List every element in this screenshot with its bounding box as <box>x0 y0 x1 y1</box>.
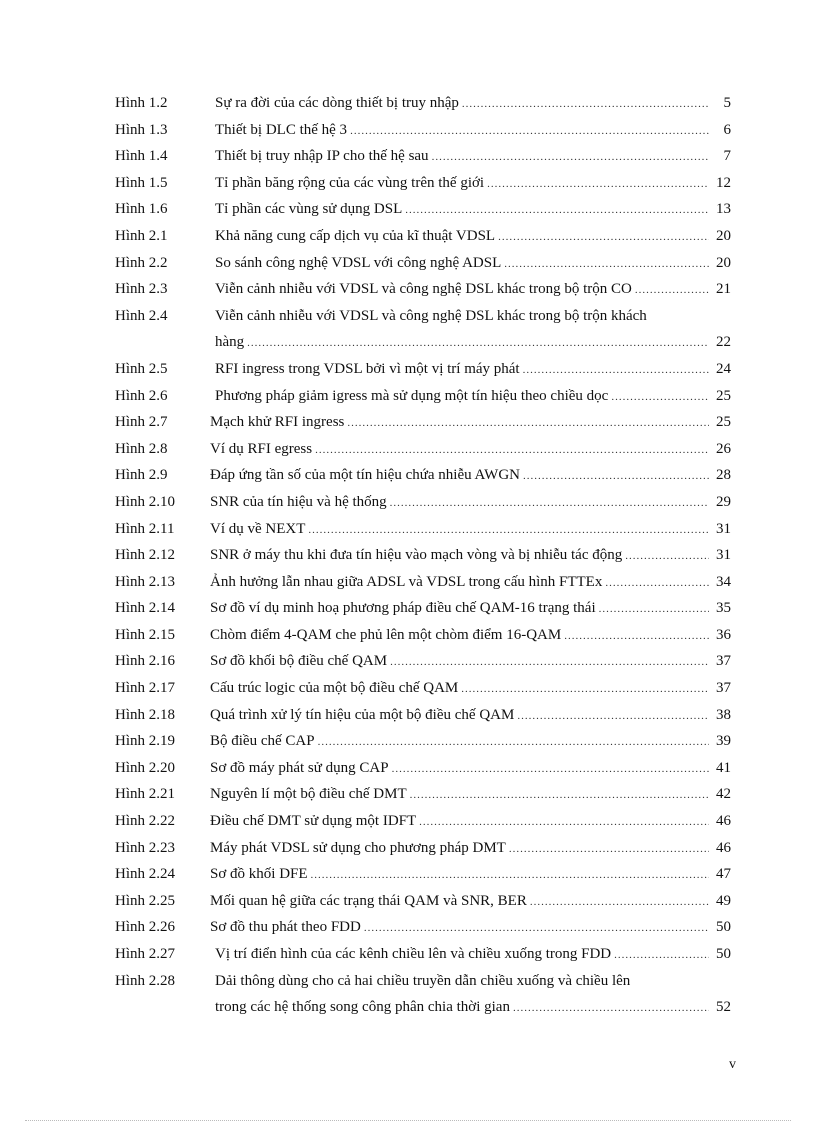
figure-label: Hình 2.24 <box>115 866 175 883</box>
figure-label: Hình 1.2 <box>115 95 168 111</box>
dot-leader <box>416 809 709 836</box>
page-number: 20 <box>716 254 731 271</box>
list-of-figures <box>0 90 816 1021</box>
figure-title: Điều chế DMT sử dụng một IDFT <box>210 813 417 830</box>
page-number: 34 <box>716 573 731 590</box>
toc-entry <box>0 409 816 436</box>
dot-leader <box>510 995 709 1022</box>
dot-leader <box>305 517 709 544</box>
page-number: 46 <box>716 839 731 856</box>
page-number: 36 <box>716 626 731 643</box>
figure-label: Hình 2.10 <box>115 493 175 510</box>
page-number: 20 <box>716 227 731 244</box>
figure-title: Thiết bị truy nhập IP cho thế hệ sau <box>215 148 429 165</box>
page-number: 50 <box>716 946 731 962</box>
figure-label: Hình 1.5 <box>115 174 168 191</box>
figure-title: Sơ đồ khối bộ điều chế QAM <box>210 653 388 670</box>
page-number: 13 <box>716 201 731 218</box>
dot-leader <box>407 782 709 809</box>
figure-label: Hình 2.13 <box>115 573 175 590</box>
dot-leader <box>506 836 709 863</box>
page-number: 31 <box>716 520 731 537</box>
dot-leader <box>347 118 709 145</box>
toc-entry <box>0 781 816 808</box>
figure-label: Hình 2.27 <box>115 946 175 962</box>
figure-label: Hình 2.1 <box>115 227 168 244</box>
figure-title: Đáp ứng tần số của một tín hiệu chứa nhiễu AWGN <box>210 467 520 484</box>
toc-entry <box>0 516 816 543</box>
figure-label: Hình 2.14 <box>115 600 175 617</box>
figure-title: RFI ingress trong VDSL bởi vì một vị trí máy phát <box>215 360 520 377</box>
page-number: 35 <box>716 600 731 617</box>
dot-leader <box>514 703 709 730</box>
page-number: 25 <box>716 414 731 431</box>
figure-label: Hình 2.20 <box>115 759 175 776</box>
page-number: 49 <box>716 892 731 909</box>
page-number: 39 <box>716 733 731 750</box>
page-number: 26 <box>716 440 731 457</box>
toc-entry <box>0 462 816 489</box>
figure-label: Hình 2.6 <box>115 387 168 404</box>
dot-leader <box>308 862 709 889</box>
footer-page-number: v <box>729 1057 736 1072</box>
dot-leader <box>344 410 709 437</box>
page-number: 12 <box>716 174 731 191</box>
toc-entry <box>0 728 816 755</box>
page-number: 46 <box>716 813 731 830</box>
dot-leader <box>611 942 709 969</box>
dot-leader <box>312 437 709 464</box>
page-number: 25 <box>716 387 731 404</box>
toc-entry <box>0 675 816 702</box>
figure-title: Sự ra đời của các dòng thiết bị truy nhập <box>215 95 459 111</box>
toc-entry <box>0 861 816 888</box>
toc-entry <box>0 489 816 516</box>
figure-label: Hình 1.4 <box>115 148 168 165</box>
toc-entry <box>0 303 816 356</box>
dot-leader <box>361 915 709 942</box>
figure-title: Ảnh hưởng lẫn nhau giữa ADSL và VDSL trong cấu hình FTTEx <box>210 573 603 590</box>
toc-entry <box>0 888 816 915</box>
dot-leader <box>387 649 709 676</box>
dot-leader <box>429 144 709 171</box>
toc-entry <box>0 622 816 649</box>
figure-label: Hình 2.25 <box>115 892 175 909</box>
figure-title: Tỉ phần các vùng sử dụng DSL <box>215 201 403 218</box>
dot-leader <box>458 676 709 703</box>
page-number: 41 <box>716 759 731 776</box>
figure-title: Máy phát VDSL sử dụng cho phương pháp DMT <box>210 839 506 856</box>
page-number: 21 <box>716 281 731 298</box>
toc-entry <box>0 223 816 250</box>
figure-title: Viễn cảnh nhiễu với VDSL và công nghệ DSL khác trong bộ trộn CO <box>215 281 632 298</box>
dot-leader <box>501 251 709 278</box>
toc-entry <box>0 702 816 729</box>
figure-title: Nguyên lí một bộ điều chế DMT <box>210 786 407 803</box>
figure-title: SNR của tín hiệu và hệ thống <box>210 493 387 510</box>
page-number: 5 <box>723 95 731 111</box>
figure-title: Sơ đồ khối DFE <box>210 866 308 883</box>
figure-label: Hình 2.7 <box>115 414 168 431</box>
page-number: 22 <box>716 334 731 351</box>
figure-label: Hình 2.8 <box>115 440 168 457</box>
figure-title: SNR ở máy thu khi đưa tín hiệu vào mạch vòng và bị nhiễu tác động <box>210 547 623 564</box>
figure-title: Dải thông dùng cho cả hai chiều truyền dẫn chiều xuống và chiều lên <box>215 972 631 989</box>
figure-title: So sánh công nghệ VDSL với công nghệ ADSL <box>215 254 502 271</box>
figure-title: Vị trí điển hình của các kênh chiều lên và chiều xuống trong FDD <box>215 946 612 962</box>
figure-title: Phương pháp giảm igress mà sử dụng một tín hiệu theo chiều dọc <box>215 387 609 404</box>
dot-leader <box>520 463 709 490</box>
toc-entry <box>0 755 816 782</box>
figure-label: Hình 2.23 <box>115 839 175 856</box>
figure-label: Hình 2.19 <box>115 733 175 750</box>
dot-leader <box>484 171 709 198</box>
figure-title: Quá trình xử lý tín hiệu của một bộ điều chế QAM <box>210 706 515 723</box>
toc-entry <box>0 914 816 941</box>
page-number: 38 <box>716 706 731 723</box>
dot-leader <box>602 570 709 597</box>
dot-leader <box>495 224 709 251</box>
page-number: 47 <box>716 866 731 883</box>
page-number: 52 <box>716 999 731 1016</box>
figure-label: Hình 2.26 <box>115 919 175 936</box>
figure-label: Hình 1.6 <box>115 201 168 218</box>
page-number: 37 <box>716 653 731 670</box>
dot-leader <box>632 277 709 304</box>
page-number: 42 <box>716 786 731 803</box>
figure-title: Khả năng cung cấp dịch vụ của kĩ thuật VDSL <box>215 227 496 244</box>
toc-entry <box>0 569 816 596</box>
figure-label: Hình 2.17 <box>115 680 175 697</box>
page-number: 24 <box>716 360 731 377</box>
dot-leader <box>622 543 709 570</box>
dot-leader <box>389 756 709 783</box>
toc-entry <box>0 968 816 1021</box>
figure-title-continued: hàng <box>215 334 245 351</box>
toc-entry <box>0 276 816 303</box>
figure-title: Ví dụ về NEXT <box>210 520 306 537</box>
figure-title: Bộ điều chế CAP <box>210 733 315 750</box>
page-number: 7 <box>723 148 731 165</box>
toc-entry <box>0 383 816 410</box>
figure-title: Thiết bị DLC thế hệ 3 <box>215 121 348 138</box>
dot-leader <box>244 330 709 357</box>
dot-leader <box>561 623 709 650</box>
figure-label: Hình 1.3 <box>115 121 168 138</box>
figure-label: Hình 2.28 <box>115 972 175 989</box>
toc-entry <box>0 90 816 117</box>
toc-entry <box>0 941 816 968</box>
toc-entry <box>0 835 816 862</box>
toc-entry <box>0 595 816 622</box>
toc-entry <box>0 143 816 170</box>
page-number: 29 <box>716 493 731 510</box>
toc-entry <box>0 808 816 835</box>
dot-leader <box>387 490 709 517</box>
toc-entry <box>0 196 816 223</box>
figure-title: Chòm điểm 4-QAM che phủ lên một chòm điểm 16-QAM <box>210 626 562 643</box>
figure-title: Cấu trúc logic của một bộ điều chế QAM <box>210 680 459 697</box>
page-number: 50 <box>716 919 731 936</box>
figure-title: Ví dụ RFI egress <box>210 440 313 457</box>
page-bottom-border <box>25 1120 791 1121</box>
figure-label: Hình 2.5 <box>115 360 168 377</box>
toc-entry <box>0 170 816 197</box>
figure-title: Sơ đồ thu phát theo FDD <box>210 919 361 936</box>
figure-title: Sơ đồ ví dụ minh hoạ phương pháp điều chế QAM-16 trạng thái <box>210 600 596 617</box>
figure-title: Viễn cảnh nhiễu với VDSL và công nghệ DSL khác trong bộ trộn khách <box>215 307 647 324</box>
dot-leader <box>520 357 709 384</box>
figure-label: Hình 2.15 <box>115 626 175 643</box>
toc-entry <box>0 542 816 569</box>
dot-leader <box>527 889 709 916</box>
figure-label: Hình 2.21 <box>115 786 175 803</box>
figure-label: Hình 2.12 <box>115 547 175 564</box>
toc-entry <box>0 648 816 675</box>
dot-leader <box>459 91 709 118</box>
dot-leader <box>402 197 709 224</box>
figure-title: Mạch khử RFI ingress <box>210 414 345 431</box>
toc-entry <box>0 250 816 277</box>
figure-label: Hình 2.4 <box>115 307 168 324</box>
figure-label: Hình 2.11 <box>115 520 175 537</box>
page-number: 28 <box>716 467 731 484</box>
toc-entry <box>0 356 816 383</box>
figure-title: Tỉ phần băng rộng của các vùng trên thế giới <box>215 174 485 191</box>
toc-entry <box>0 436 816 463</box>
figure-label: Hình 2.22 <box>115 813 175 830</box>
dot-leader <box>596 596 709 623</box>
toc-entry <box>0 117 816 144</box>
dot-leader <box>315 729 709 756</box>
figure-title-continued: trong các hệ thống song công phân chia thời gian <box>215 999 510 1016</box>
figure-label: Hình 2.16 <box>115 653 175 670</box>
figure-label: Hình 2.9 <box>115 467 168 484</box>
page-number: 6 <box>723 121 731 138</box>
figure-label: Hình 2.2 <box>115 254 168 271</box>
figure-label: Hình 2.18 <box>115 706 175 723</box>
figure-title: Sơ đồ máy phát sử dụng CAP <box>210 759 389 776</box>
figure-title: Mối quan hệ giữa các trạng thái QAM và SNR, BER <box>210 892 527 909</box>
dot-leader <box>608 384 709 411</box>
page-number: 31 <box>716 547 731 564</box>
figure-label: Hình 2.3 <box>115 281 168 298</box>
page-number: 37 <box>716 680 731 697</box>
